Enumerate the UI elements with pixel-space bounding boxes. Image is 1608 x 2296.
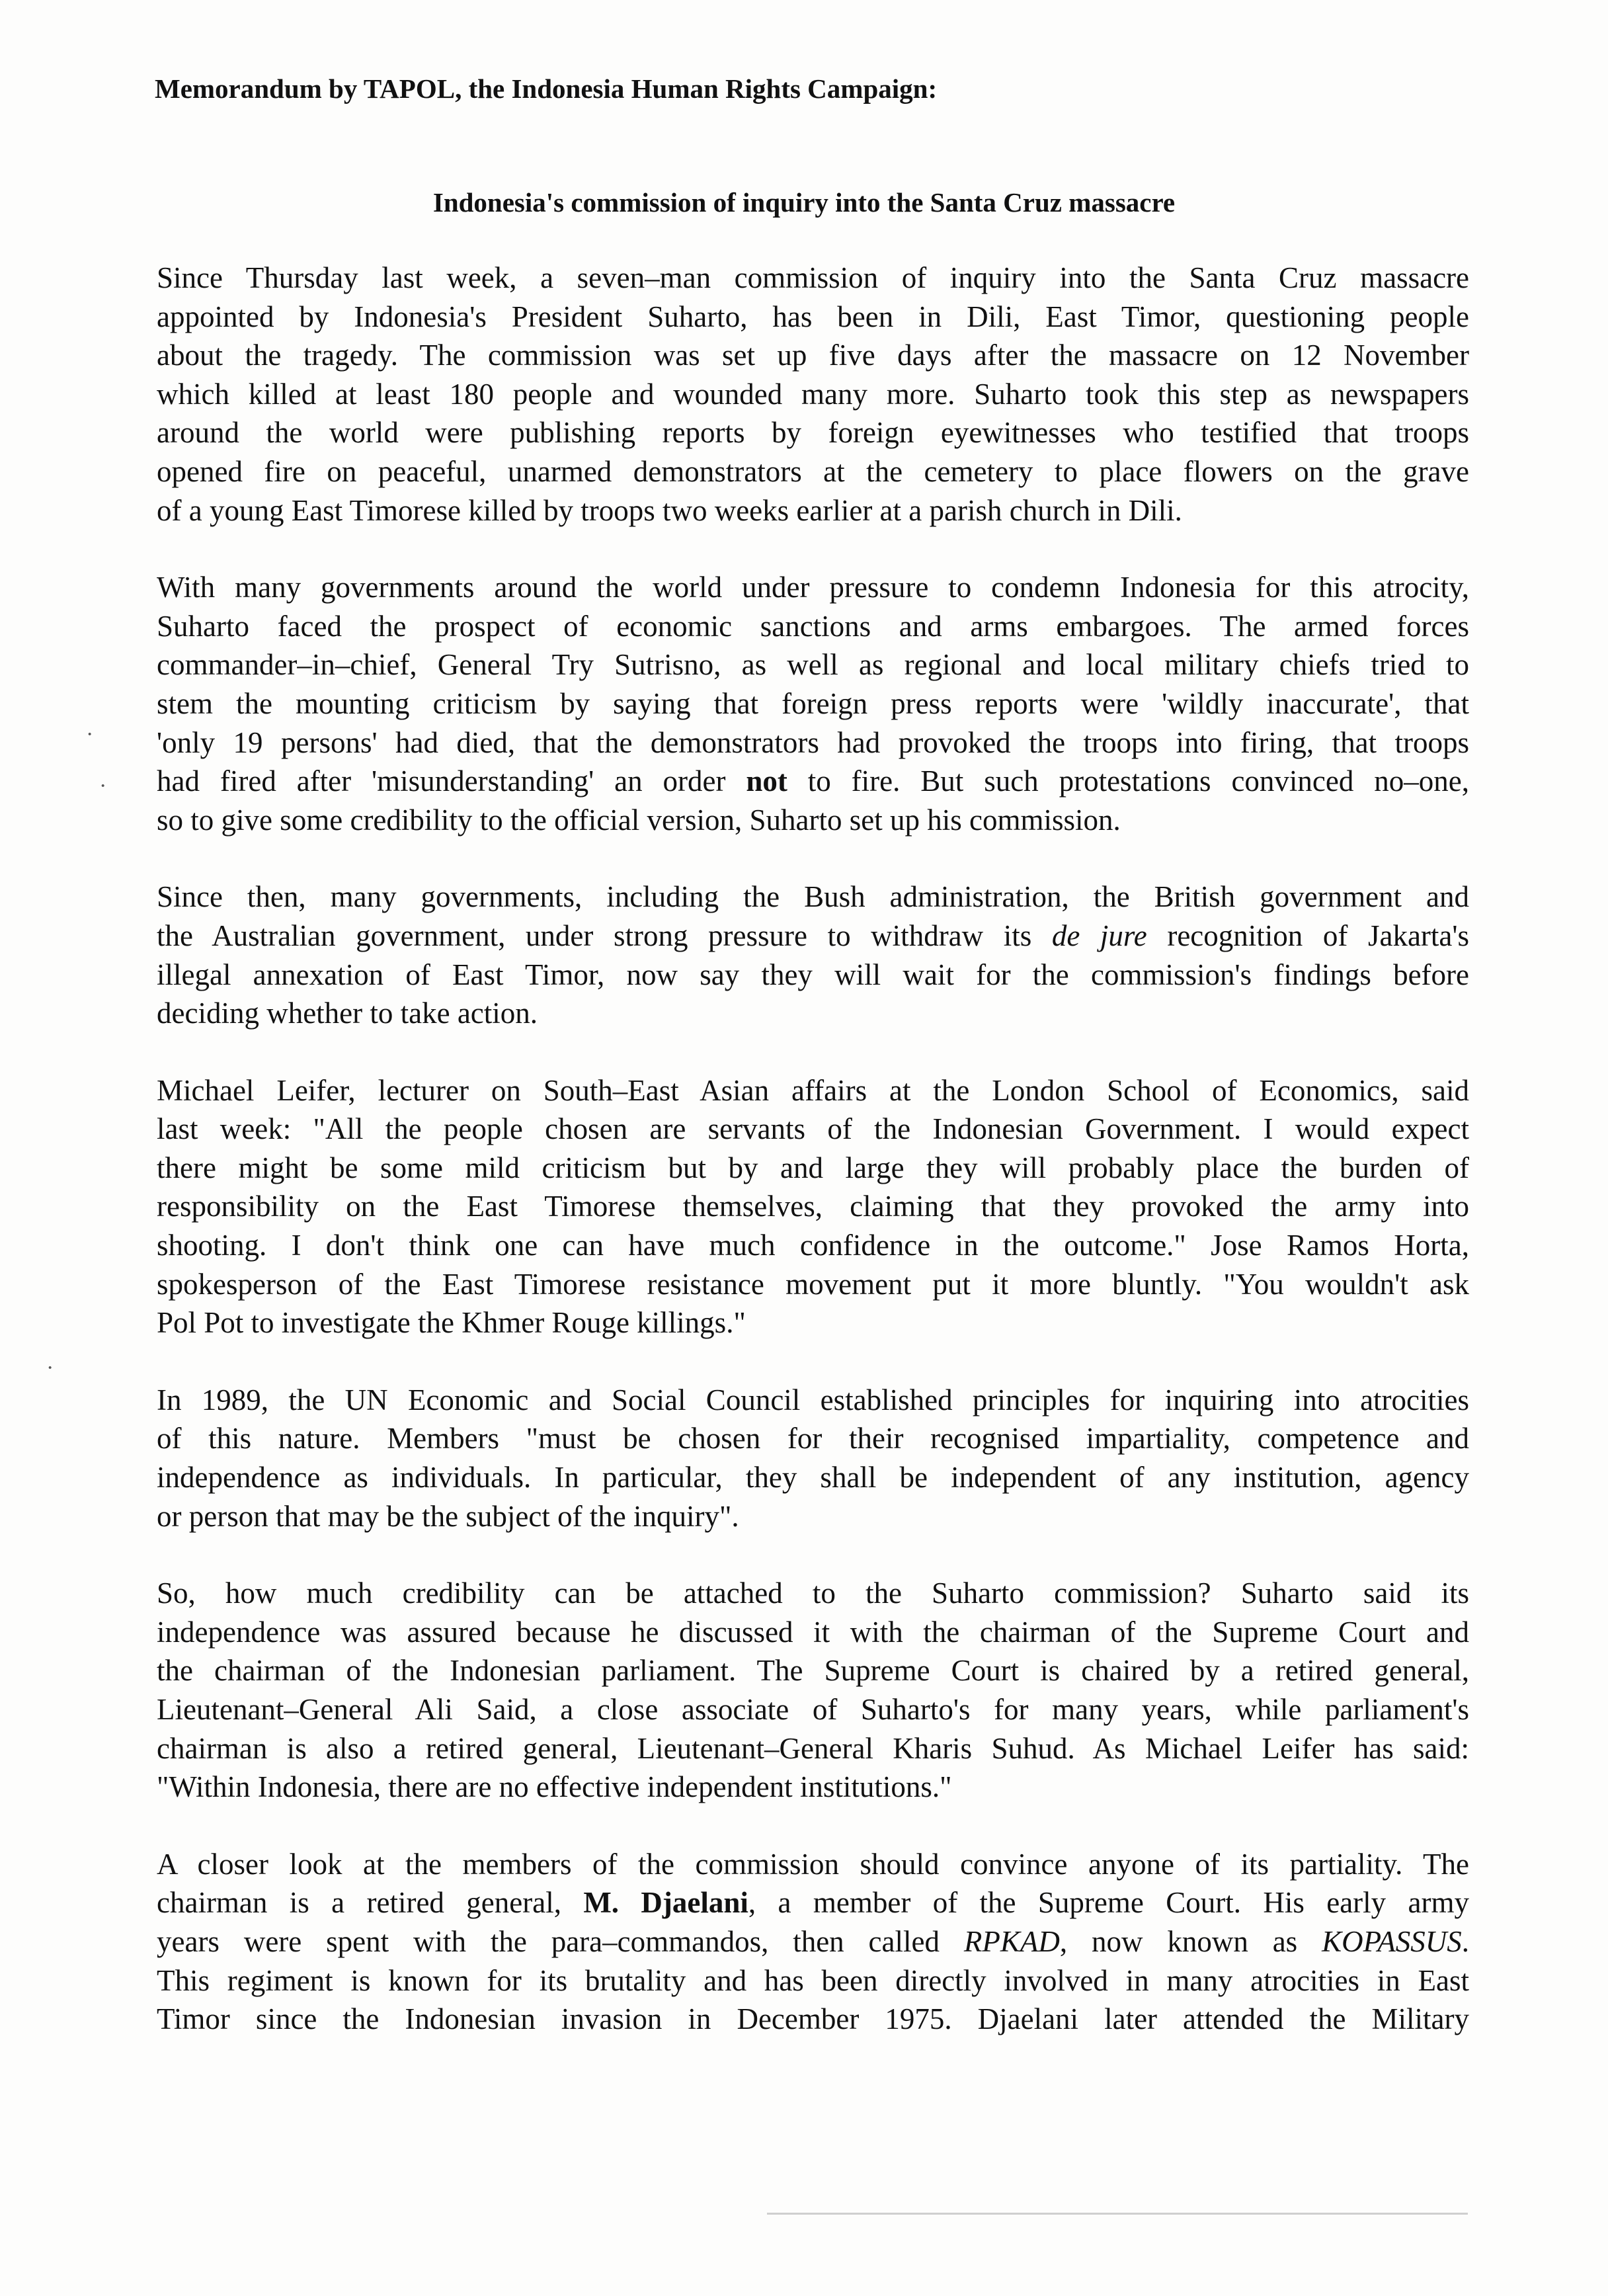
text-segment: stem the mounting criticism by saying that foreign press reports were 'wildly inaccurate', that (157, 686, 1469, 720)
scan-edge-line (767, 2213, 1468, 2215)
text-segment: the Australian government, under strong pressure to withdraw its (157, 919, 1052, 952)
text-segment: In 1989, the UN Economic and Social Council established principles for inquiring into atrocities (157, 1383, 1469, 1416)
memo-subheading: Indonesia's commission of inquiry into the Santa Cruz massacre (432, 187, 1176, 218)
text-segment: recognition of Jakarta's (1146, 919, 1469, 952)
text-segment: , a member of the Supreme Court. His early army (748, 1886, 1469, 1920)
text-line (157, 375, 1469, 414)
scan-speck: · (46, 1356, 54, 1380)
text-segment: had fired after 'misunderstanding' an order (157, 764, 746, 798)
text-line (157, 1381, 1469, 1420)
text-segment: of this nature. Members "must be chosen for their recognised impartiality, competence and (157, 1422, 1469, 1456)
text-line (157, 1768, 1469, 1807)
text-line (157, 801, 1469, 840)
paragraph (157, 1845, 1469, 2039)
text-line (157, 1729, 1469, 1768)
text-line (157, 1883, 1469, 1922)
text-segment: "Within Indonesia, there are no effective independent institutions." (157, 1770, 952, 1804)
text-segment: independence was assured because he discussed it with the chairman of the Supreme Court and (157, 1615, 1469, 1649)
text-line (157, 1419, 1469, 1458)
text-line (157, 568, 1469, 607)
text-line (157, 298, 1469, 337)
scan-speck: · (99, 774, 107, 798)
italic-text: RPKAD (963, 1924, 1060, 1958)
text-segment: Lieutenant–General Ali Said, a close associate of Suharto's for many years, while parliament's (157, 1693, 1469, 1726)
text-segment: around the world were publishing reports by foreign eyewitnesses who testified that troops (157, 416, 1469, 450)
text-segment: the chairman of the Indonesian parliament. The Supreme Court is chaired by a retired general, (157, 1654, 1469, 1688)
text-line (157, 1922, 1469, 1961)
text-segment: Since Thursday last week, a seven–man commission of inquiry into the Santa Cruz massacre (157, 261, 1469, 294)
text-segment: responsibility on the East Timorese themselves, claiming that they provoked the army into (157, 1190, 1469, 1223)
text-segment: about the tragedy. The commission was set up five days after the massacre on 12 November (157, 339, 1469, 372)
text-segment: Since then, many governments, including the Bush administration, the British government and (157, 880, 1469, 914)
text-segment: to fire. But such protestations convinced no–one, (787, 764, 1469, 798)
text-line (157, 1845, 1469, 1884)
text-segment: deciding whether to take action. (157, 997, 538, 1030)
text-line (157, 684, 1469, 723)
text-line (157, 1613, 1469, 1652)
text-line (157, 259, 1469, 298)
text-line (157, 878, 1469, 917)
text-line (157, 1961, 1469, 2000)
text-line (157, 956, 1469, 995)
text-segment: independence as individuals. In particular, they shall be independent of any institution, agency (157, 1461, 1469, 1495)
bold-text: not (746, 764, 787, 798)
text-segment: Suharto faced the prospect of economic sanctions and arms embargoes. The armed forces (157, 609, 1469, 643)
text-segment: 'only 19 persons' had died, that the demonstrators had provoked the troops into firing, that troops (157, 725, 1469, 759)
text-line (157, 762, 1469, 801)
text-segment: So, how much credibility can be attached to the Suharto commission? Suharto said its (157, 1577, 1469, 1610)
text-segment: , now known as (1059, 1924, 1322, 1958)
text-line (157, 2000, 1469, 2039)
text-segment: there might be some mild criticism but by and large they will probably place the burden of (157, 1151, 1469, 1184)
italic-text: de jure (1051, 919, 1147, 952)
text-line (157, 1458, 1469, 1497)
text-line (157, 723, 1469, 762)
text-segment: spokesperson of the East Timorese resistance movement put it more bluntly. "You wouldn't ask (157, 1267, 1469, 1301)
text-line (157, 1110, 1469, 1149)
text-segment: shooting. I don't think one can have much confidence in the outcome." Jose Ramos Horta, (157, 1229, 1469, 1262)
paragraph (157, 1574, 1469, 1807)
text-segment: opened fire on peaceful, unarmed demonstrators at the cemetery to place flowers on the grave (157, 454, 1469, 488)
paragraph (157, 1381, 1469, 1536)
text-line (157, 1226, 1469, 1265)
paragraph (157, 259, 1469, 530)
scan-speck: · (86, 722, 94, 747)
italic-text: KOPASSUS (1322, 1924, 1462, 1958)
text-segment: . (1461, 1924, 1469, 1958)
text-line (157, 336, 1469, 375)
text-line (157, 1149, 1469, 1188)
bold-text: M. Djaelani (583, 1886, 748, 1920)
text-line (157, 994, 1469, 1033)
paragraph (157, 1071, 1469, 1342)
text-line (157, 452, 1469, 491)
text-line (157, 645, 1469, 684)
text-line (157, 1574, 1469, 1613)
text-segment: so to give some credibility to the official version, Suharto set up his commission. (157, 803, 1121, 837)
text-segment: or person that may be the subject of the inquiry". (157, 1499, 739, 1533)
text-line (157, 1497, 1469, 1536)
text-segment: Michael Leifer, lecturer on South–East Asian affairs at the London School of Economics, said (157, 1073, 1469, 1107)
text-segment: With many governments around the world under pressure to condemn Indonesia for this atrocity, (157, 571, 1469, 604)
memo-body (157, 259, 1469, 2077)
text-segment: Pol Pot to investigate the Khmer Rouge killings." (157, 1306, 746, 1340)
text-line (157, 1651, 1469, 1690)
text-segment: Timor since the Indonesian invasion in December 1975. Djaelani later attended the Military (157, 2002, 1469, 2036)
text-segment: commander–in–chief, General Try Sutrisno, as well as regional and local military chiefs tried to (157, 648, 1469, 682)
text-segment: chairman is a retired general, (157, 1886, 584, 1920)
text-segment: This regiment is known for its brutality and has been directly involved in many atrocities in East (157, 1963, 1469, 1997)
text-line (157, 917, 1469, 956)
text-segment: years were spent with the para–commandos, then called (157, 1924, 964, 1958)
text-line (157, 1265, 1469, 1304)
text-segment: which killed at least 180 people and wounded many more. Suharto took this step as newspapers (157, 377, 1469, 411)
text-line (157, 1690, 1469, 1729)
text-segment: illegal annexation of East Timor, now say they will wait for the commission's findings before (157, 958, 1469, 991)
text-segment: of a young East Timorese killed by troops two weeks earlier at a parish church in Dili. (157, 493, 1182, 527)
text-line (157, 1187, 1469, 1226)
text-line (157, 491, 1469, 530)
text-line (157, 1071, 1469, 1110)
text-segment: appointed by Indonesia's President Suharto, has been in Dili, East Timor, questioning people (157, 300, 1469, 333)
memo-heading: Memorandum by TAPOL, the Indonesia Human Rights Campaign: (155, 73, 938, 104)
paragraph (157, 878, 1469, 1032)
text-line (157, 413, 1469, 452)
text-segment: last week: "All the people chosen are servants of the Indonesian Government. I would expect (157, 1112, 1469, 1146)
text-segment: chairman is also a retired general, Lieutenant–General Kharis Suhud. As Michael Leifer has said: (157, 1731, 1469, 1765)
text-line (157, 1303, 1469, 1342)
text-segment: A closer look at the members of the commission should convince anyone of its partiality. The (157, 1847, 1469, 1881)
paragraph (157, 568, 1469, 839)
text-line (157, 607, 1469, 646)
